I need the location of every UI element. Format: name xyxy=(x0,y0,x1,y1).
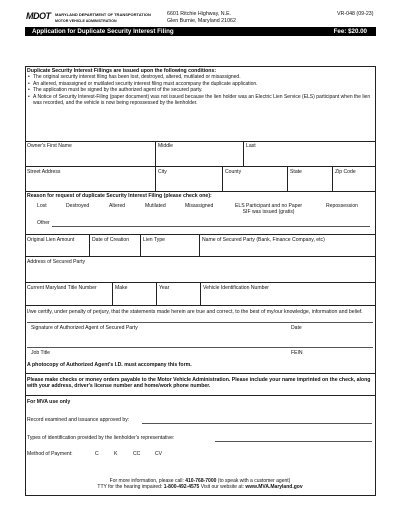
vin-field[interactable]: Vehicle Identification Number xyxy=(203,285,269,291)
reason-option-misassigned[interactable]: Misassigned xyxy=(185,203,214,209)
divider xyxy=(25,191,376,192)
divider xyxy=(25,305,376,306)
divider xyxy=(25,234,376,235)
date-of-creation-field[interactable]: Date of Creation xyxy=(92,237,130,243)
mva-use-heading: For MVA use only xyxy=(27,399,71,405)
condition-item: • An altered, misassigned or mutilated security interest filing must accompany the duplicate application. xyxy=(27,81,371,87)
state-field[interactable]: State xyxy=(290,169,302,175)
footer-website-text: Visit our website at: xyxy=(200,484,244,491)
make-field[interactable]: Make xyxy=(115,285,128,291)
reason-other-label: Other xyxy=(37,220,50,226)
payment-method-cc[interactable]: CC xyxy=(133,451,141,457)
id-types-line[interactable] xyxy=(215,441,372,442)
original-lien-amount-field[interactable]: Original Lien Amount xyxy=(27,237,75,243)
year-field[interactable]: Year xyxy=(159,285,170,291)
divider xyxy=(140,234,141,256)
conditions-heading: Duplicate Security Interest Fillings are issued upon the following conditions: xyxy=(27,68,217,74)
payment-method-k[interactable]: K xyxy=(114,451,118,457)
reason-heading: Reason for request of duplicate Security Interest Filing (please check one): xyxy=(27,193,212,199)
county-field[interactable]: County xyxy=(225,169,242,175)
els-line-2: SIF was issued (gratis) xyxy=(242,209,295,215)
title-bar xyxy=(25,27,376,36)
owner-first-name-field[interactable]: Owner's First Name xyxy=(27,143,72,149)
form-title: Application for Duplicate Security Interest Filing xyxy=(32,28,174,35)
photocopy-note: A photocopy of Authorized Agent's I.D. must accompany this form. xyxy=(27,362,192,368)
address-line-2: Glen Burnie, Maryland 21062 xyxy=(167,17,236,24)
secured-party-address-field[interactable]: Address of Secured Party xyxy=(27,259,86,265)
mdot-logo xyxy=(26,11,54,20)
footer xyxy=(0,478,400,491)
reason-option-destroyed[interactable]: Destroyed xyxy=(66,203,90,209)
fein-label: FEIN xyxy=(291,350,303,356)
signature-line[interactable] xyxy=(27,322,373,323)
payment-note: Please make checks or money orders payable to the Motor Vehicle Administration. Please include your name imprinted on the check, along with your address, driver's license number and home/work phone number. xyxy=(27,377,371,390)
zip-code-field[interactable]: Zip Code xyxy=(335,169,356,175)
date-label: Date xyxy=(291,325,302,331)
divider xyxy=(222,166,223,191)
divider xyxy=(89,234,90,256)
payment-method-cv[interactable]: CV xyxy=(155,451,163,457)
owner-last-field[interactable]: Last xyxy=(246,143,256,149)
reason-option-els[interactable] xyxy=(235,203,302,215)
divider xyxy=(25,166,376,167)
footer-phone: 410-768-7000 xyxy=(185,478,217,484)
fee-label: Fee: $20.00 xyxy=(333,28,367,35)
divider xyxy=(156,282,157,305)
footer-call-suffix: (to speak with a customer agent) xyxy=(217,478,291,484)
divider xyxy=(155,166,156,191)
record-examined-label: Record examined and issuance approved by: xyxy=(27,417,130,423)
footer-call-text: For more information, please call: xyxy=(109,478,184,484)
job-title-label: Job Title xyxy=(31,350,50,356)
department-name xyxy=(55,12,151,23)
divider xyxy=(25,141,376,142)
divider xyxy=(199,234,200,256)
record-examined-line[interactable] xyxy=(142,423,372,424)
id-types-label: Types of identification provided by the lienholder's representative: xyxy=(27,435,175,441)
reason-option-mutilated[interactable]: Mutilated xyxy=(145,203,166,209)
city-field[interactable]: City xyxy=(158,169,167,175)
divider xyxy=(25,256,376,257)
signature-label: Signature of Authorized Agent of Secured Party xyxy=(31,325,138,331)
divider xyxy=(112,282,113,305)
reason-option-altered[interactable]: Altered xyxy=(109,203,126,209)
mdot-logo-text: MDOT xyxy=(26,11,51,21)
condition-item: • The original security interest filing has been lost, destroyed, altered, mutilated or misassigned. xyxy=(27,74,371,80)
address-line-1: 6601 Ritchie Highway, N.E. xyxy=(167,11,232,17)
footer-tty-text: TTY for the hearing impaired: xyxy=(97,484,163,491)
conditions-list xyxy=(27,74,371,106)
form-border xyxy=(25,66,376,496)
divider xyxy=(155,141,156,166)
reason-other-input[interactable] xyxy=(52,226,370,227)
reason-option-repossession[interactable]: Repossession xyxy=(326,203,358,209)
condition-item: • A Notice of Security Interest-Filing (paper document) was not issued because the lien holder was an Electric Lien Service (ELS) participant when the lien was recorded, and the vehicle is now being repossessed by the lienholder. xyxy=(27,94,371,107)
els-line-1: ELS Participant and no Paper xyxy=(235,203,303,209)
form-code: VR-048 (09-23) xyxy=(337,11,374,17)
divider xyxy=(287,166,288,191)
condition-item: • The application must be signed by the authorized agent of the secured party. xyxy=(27,87,371,93)
payment-method-c[interactable]: C xyxy=(95,451,99,457)
dept-line-2: MOTOR VEHICLE ADMINISTRATION xyxy=(55,19,117,23)
footer-tty-phone: 1-800-492-4575 xyxy=(163,484,200,491)
title-number-field[interactable]: Current Maryland Title Number xyxy=(27,285,97,291)
conditions-section xyxy=(27,68,371,106)
divider xyxy=(243,141,244,166)
reason-option-lost[interactable]: Lost xyxy=(37,203,47,209)
owner-middle-field[interactable]: Middle xyxy=(158,143,174,149)
secured-party-name-field[interactable]: Name of Secured Party (Bank, Finance Company, etc) xyxy=(202,237,325,243)
job-title-line[interactable] xyxy=(27,347,373,348)
method-of-payment-label: Method of Payment: xyxy=(27,451,73,457)
divider xyxy=(200,282,201,305)
footer-line-2 xyxy=(0,484,400,490)
footer-website-link[interactable]: www.MVA.Maryland.gov xyxy=(245,484,303,491)
certification-text: I/we certify, under penalty of perjury, that the statements made herein are true and correct, to the best of my/our knowledge, information and belief. xyxy=(27,309,363,315)
divider xyxy=(25,395,376,396)
agency-address xyxy=(167,11,236,24)
divider xyxy=(332,166,333,191)
lien-type-field[interactable]: Lien Type xyxy=(143,237,165,243)
divider xyxy=(25,373,376,374)
dept-line-1: MARYLAND DEPARTMENT OF TRANSPORTATION xyxy=(55,12,151,17)
street-address-field[interactable]: Street Address xyxy=(27,169,61,175)
